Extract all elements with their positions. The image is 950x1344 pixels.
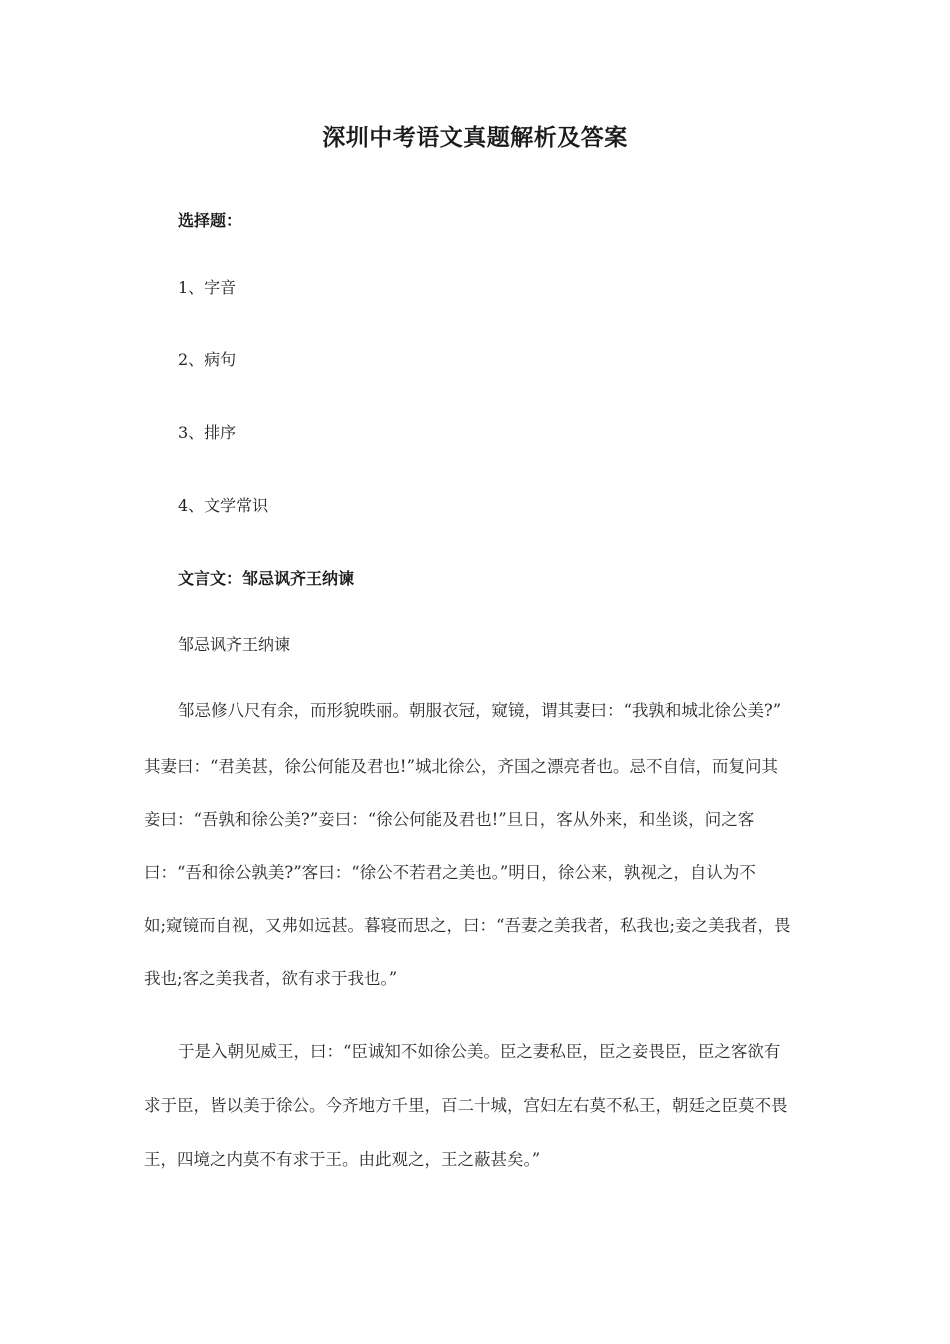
page-title: 深圳中考语文真题解析及答案 — [322, 124, 628, 151]
paragraph1-line: 如;窥镜而自视，又弗如远甚。暮寝而思之，曰：“吾妻之美我者，私我也;妾之美我者，畏 — [144, 916, 791, 935]
choice-item-literature: 4、文学常识 — [178, 496, 269, 515]
paragraph2-line: 王，四境之内莫不有求于王。由此观之，王之蔽甚矣。” — [144, 1150, 541, 1169]
paragraph1-line: 我也;客之美我者，欲有求于我也。” — [144, 969, 398, 988]
paragraph1-line: 妾曰：“吾孰和徐公美?”妾曰：“徐公何能及君也!”旦日，客从外来，和坐谈，问之客 — [144, 810, 755, 829]
paragraph2-line: 求于臣，皆以美于徐公。今齐地方千里，百二十城，宫妇左右莫不私王，朝廷之臣莫不畏 — [144, 1096, 788, 1115]
choice-item-phonetics: 1、字音 — [178, 278, 237, 297]
paragraph1-line: 曰：“吾和徐公孰美?”客曰：“徐公不若君之美也。”明日，徐公来，孰视之，自认为不 — [144, 863, 756, 882]
classical-subtitle: 邹忌讽齐王纳谏 — [178, 635, 291, 654]
paragraph2-line: 于是入朝见威王，曰：“臣诚知不如徐公美。臣之妻私臣，臣之妾畏臣，臣之客欲有 — [178, 1042, 781, 1061]
paragraph1-line: 其妻曰：“君美甚，徐公何能及君也!”城北徐公，齐国之漂亮者也。忌不自信，而复问其 — [144, 757, 779, 776]
classical-section-heading: 文言文：邹忌讽齐王纳谏 — [178, 569, 355, 588]
paragraph1-line: 邹忌修八尺有余，而形貌昳丽。朝服衣冠，窥镜，谓其妻曰：“我孰和城北徐公美?” — [178, 701, 782, 720]
choice-item-ordering: 3、排序 — [178, 423, 237, 442]
choice-item-grammar: 2、病句 — [178, 350, 237, 369]
choice-section-heading: 选择题： — [178, 211, 243, 230]
